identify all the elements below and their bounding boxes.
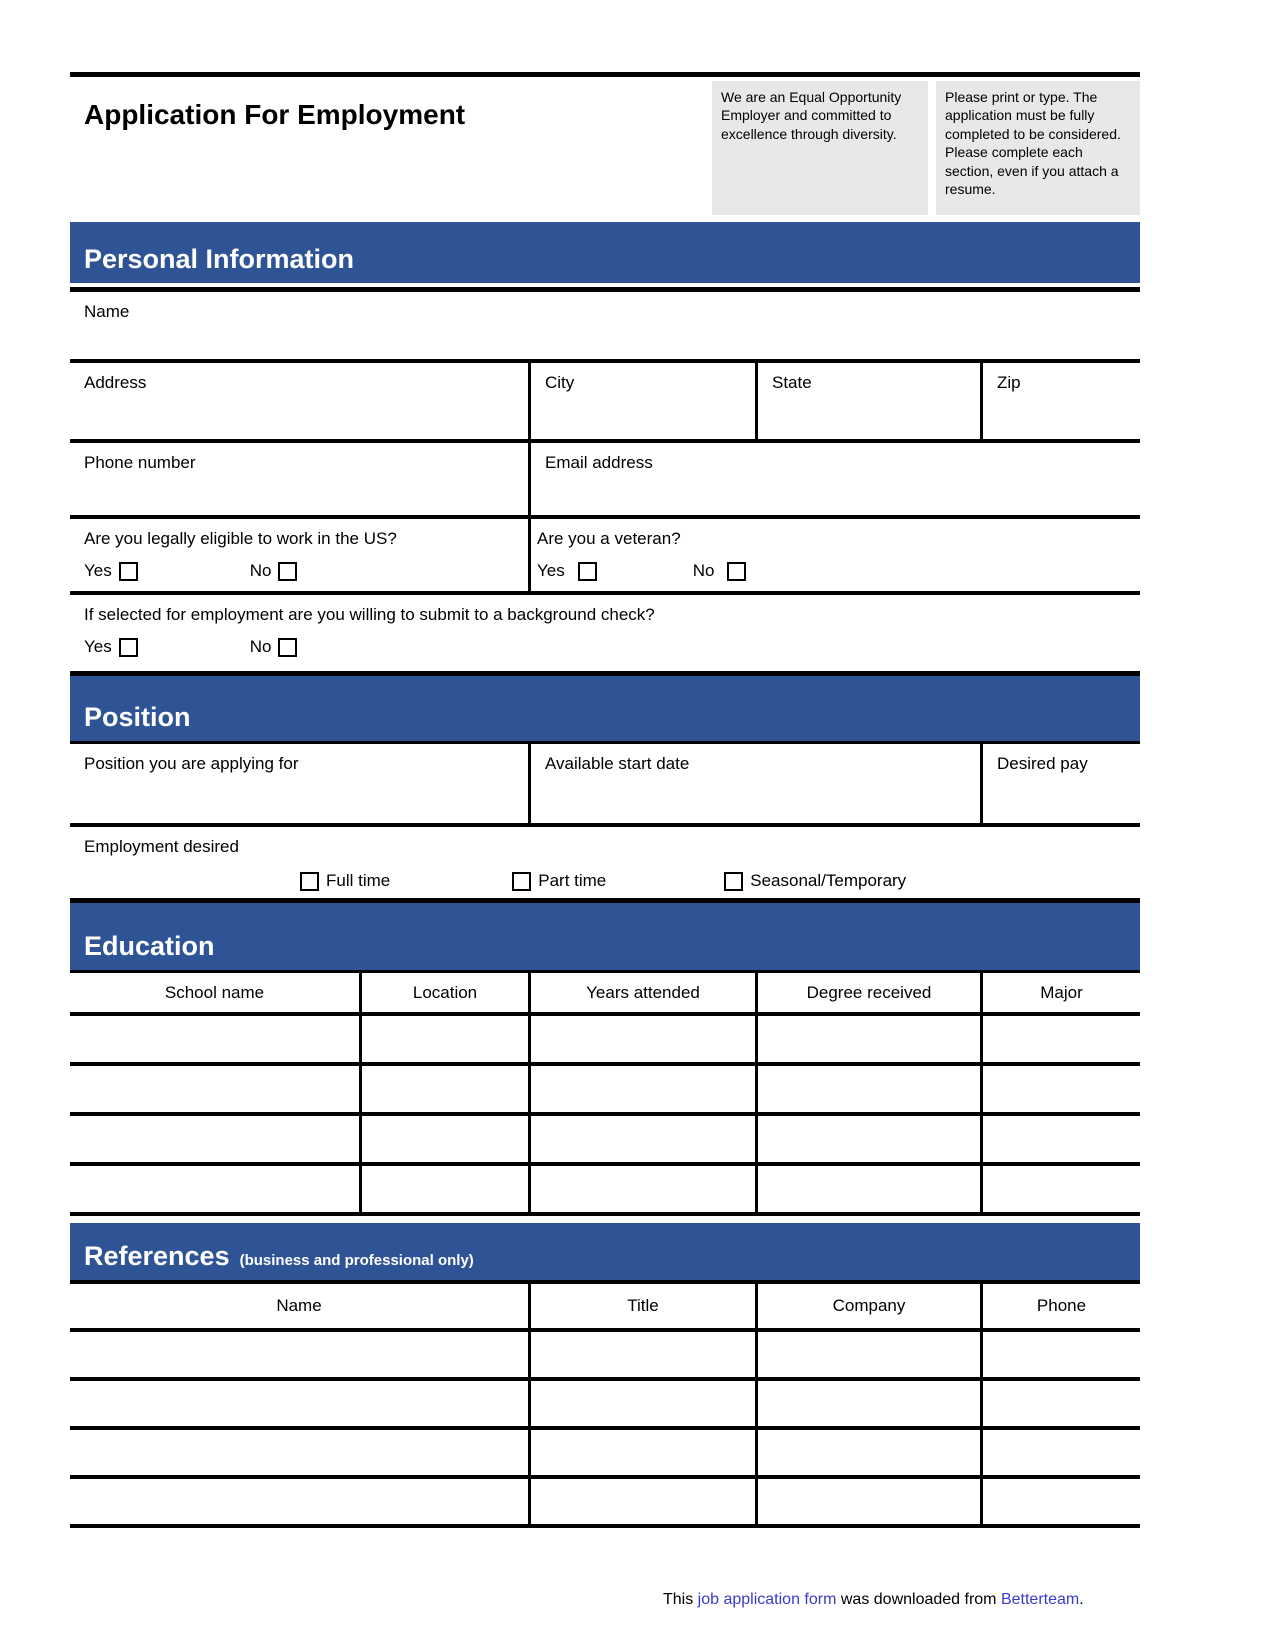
eligible-yes-no [84, 561, 524, 581]
footer-text: . [1079, 1591, 1084, 1608]
job-application-form-link[interactable]: job application form [697, 1591, 837, 1608]
references-col-name: Name [276, 1296, 322, 1315]
references-row-3 [70, 1430, 1140, 1475]
state-field[interactable] [755, 363, 980, 439]
education-col-years: Years attended [528, 973, 755, 1012]
education-cell[interactable] [980, 1116, 1140, 1162]
section-header-education [70, 903, 1140, 970]
education-col-location: Location [359, 973, 528, 1012]
references-row-1 [70, 1332, 1140, 1377]
footer-attribution [663, 1591, 1084, 1609]
address-row [70, 363, 1140, 439]
desired-pay-label: Desired pay [997, 754, 1088, 773]
education-row-4 [70, 1166, 1140, 1212]
section-title: Education [84, 931, 215, 961]
reference-cell[interactable] [980, 1479, 1140, 1524]
employment-desired-label: Employment desired [84, 837, 239, 856]
part-time-checkbox[interactable] [512, 872, 531, 891]
section-header-references [70, 1223, 1140, 1280]
education-cell[interactable] [755, 1016, 980, 1062]
reference-cell[interactable] [755, 1430, 980, 1475]
reference-cell[interactable] [755, 1479, 980, 1524]
background-check-row [70, 595, 1140, 671]
background-question-cell [70, 595, 1140, 671]
email-field[interactable] [528, 443, 1140, 515]
part-time-label: Part time [538, 871, 607, 890]
address-label: Address [84, 373, 147, 392]
full-time-option [300, 871, 390, 891]
section-header-personal-information [70, 222, 1140, 283]
address-field[interactable] [70, 363, 528, 439]
education-header-row [70, 973, 1140, 1012]
education-cell[interactable] [70, 1066, 359, 1112]
reference-cell[interactable] [70, 1332, 528, 1377]
references-col-title: Title [528, 1284, 755, 1328]
eligible-question-cell [70, 519, 528, 591]
city-field[interactable] [528, 363, 755, 439]
eligible-question: Are you legally eligible to work in the US? [84, 529, 397, 548]
seasonal-label: Seasonal/Temporary [750, 871, 907, 890]
education-cell[interactable] [70, 1166, 359, 1212]
education-row-1 [70, 1016, 1140, 1062]
education-row-2 [70, 1066, 1140, 1112]
zip-field[interactable] [980, 363, 1140, 439]
page-title: Application For Employment [84, 99, 466, 130]
eligible-yes-checkbox[interactable] [119, 562, 138, 581]
start-date-label: Available start date [545, 754, 690, 773]
references-row-2 [70, 1381, 1140, 1426]
spacer [70, 215, 1140, 222]
reference-cell[interactable] [980, 1381, 1140, 1426]
background-yes-checkbox[interactable] [119, 638, 138, 657]
references-row-4 [70, 1479, 1140, 1524]
education-col-degree: Degree received [755, 973, 980, 1012]
education-cell[interactable] [528, 1066, 755, 1112]
section-title: Position [84, 702, 191, 732]
references-col-company: Company [755, 1284, 980, 1328]
position-applying-field[interactable] [70, 744, 528, 823]
section-title: References [84, 1241, 230, 1271]
divider [70, 1524, 1140, 1528]
section-header-position [70, 676, 1140, 741]
phone-label: Phone number [84, 453, 196, 472]
position-applying-label: Position you are applying for [84, 754, 299, 773]
reference-cell[interactable] [528, 1479, 755, 1524]
background-no-checkbox[interactable] [278, 638, 297, 657]
page-content [70, 0, 1140, 1528]
yes-label: Yes [84, 561, 112, 580]
equal-opportunity-note: We are an Equal Opportunity Employer and committed to excellence through diversity. [712, 81, 928, 215]
education-col-major: Major [980, 973, 1140, 1012]
footer-text: was downloaded from [836, 1591, 1001, 1608]
reference-cell[interactable] [70, 1479, 528, 1524]
no-label: No [249, 637, 272, 656]
background-yes-no [84, 637, 1136, 657]
reference-cell[interactable] [70, 1381, 528, 1426]
education-cell[interactable] [70, 1116, 359, 1162]
education-cell[interactable] [755, 1116, 980, 1162]
yes-label: Yes [537, 561, 565, 580]
education-cell[interactable] [528, 1166, 755, 1212]
reference-cell[interactable] [980, 1430, 1140, 1475]
city-label: City [545, 373, 575, 392]
position-row [70, 744, 1140, 823]
education-cell[interactable] [755, 1166, 980, 1212]
employment-desired-row [70, 827, 1140, 898]
header [70, 77, 1140, 215]
education-cell[interactable] [980, 1066, 1140, 1112]
section-title: Personal Information [84, 244, 355, 274]
education-cell[interactable] [359, 1066, 528, 1112]
name-field[interactable] [70, 292, 1140, 359]
veteran-yes-checkbox[interactable] [578, 562, 597, 581]
education-cell[interactable] [359, 1116, 528, 1162]
phone-email-row [70, 443, 1140, 515]
references-qualifier: (business and professional only) [239, 1252, 474, 1269]
education-cell[interactable] [980, 1166, 1140, 1212]
education-cell[interactable] [70, 1016, 359, 1062]
education-cell[interactable] [528, 1116, 755, 1162]
veteran-no-checkbox[interactable] [727, 562, 746, 581]
education-cell[interactable] [755, 1066, 980, 1112]
veteran-question-cell [528, 519, 1140, 591]
employment-options [84, 871, 1140, 891]
print-instructions-note: Please print or type. The application must be fully completed to be considered. Please complete each section, even if you attach a resume. [936, 81, 1140, 215]
reference-cell[interactable] [755, 1332, 980, 1377]
start-date-field[interactable] [528, 744, 980, 823]
education-col-school: School name [164, 982, 265, 1002]
name-row [70, 292, 1140, 359]
full-time-checkbox[interactable] [300, 872, 319, 891]
full-time-label: Full time [326, 871, 391, 890]
education-cell[interactable] [359, 1166, 528, 1212]
references-col-phone: Phone [980, 1284, 1140, 1328]
desired-pay-field[interactable] [980, 744, 1140, 823]
footer-text: This [663, 1591, 698, 1608]
reference-cell[interactable] [70, 1430, 528, 1475]
education-cell[interactable] [359, 1016, 528, 1062]
education-cell[interactable] [528, 1016, 755, 1062]
phone-field[interactable] [70, 443, 528, 515]
seasonal-checkbox[interactable] [724, 872, 743, 891]
spacer [70, 1216, 1140, 1223]
state-label: State [772, 373, 812, 392]
seasonal-option [724, 871, 906, 891]
background-question: If selected for employment are you willing to submit to a background check? [84, 605, 655, 624]
education-row-3 [70, 1116, 1140, 1162]
zip-label: Zip [997, 373, 1021, 392]
references-header-row [70, 1284, 1140, 1328]
no-label: No [692, 561, 715, 580]
reference-cell[interactable] [755, 1381, 980, 1426]
name-label: Name [84, 302, 130, 321]
eligible-no-checkbox[interactable] [278, 562, 297, 581]
no-label: No [249, 561, 272, 580]
reference-cell[interactable] [528, 1332, 755, 1377]
part-time-option [512, 871, 606, 891]
reference-cell[interactable] [980, 1332, 1140, 1377]
veteran-question: Are you a veteran? [537, 529, 681, 548]
veteran-yes-no [537, 561, 1136, 581]
betterteam-link[interactable]: Betterteam [1000, 1591, 1080, 1608]
reference-cell[interactable] [528, 1381, 755, 1426]
email-label: Email address [545, 453, 653, 472]
eligibility-row [70, 519, 1140, 591]
reference-cell[interactable] [528, 1430, 755, 1475]
education-cell[interactable] [980, 1016, 1140, 1062]
yes-label: Yes [84, 637, 112, 656]
